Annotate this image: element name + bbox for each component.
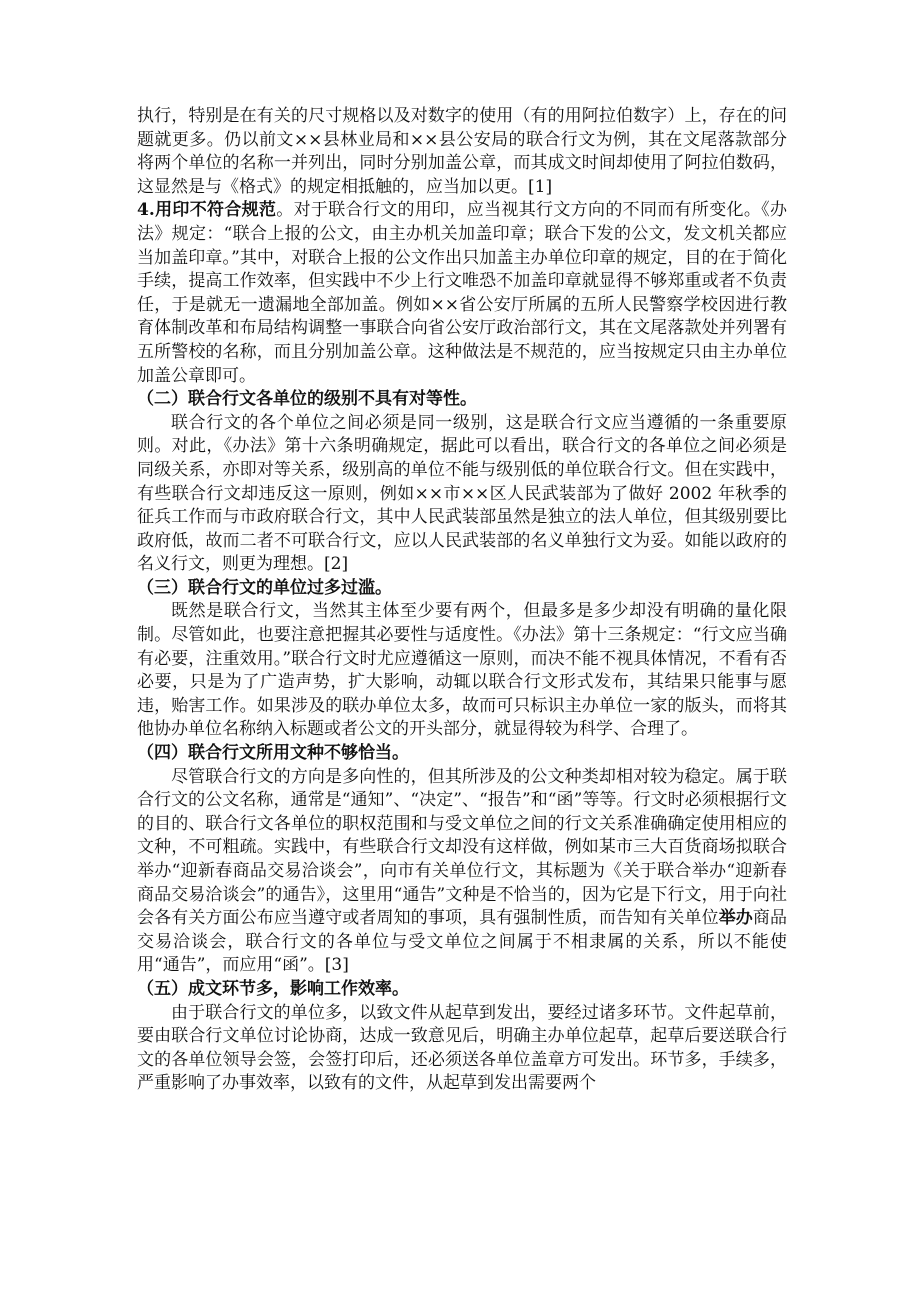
section-heading: 4.用印不符合规范 xyxy=(137,200,277,221)
section-heading: （五）成文环节多，影响工作效率。 xyxy=(137,978,409,999)
paragraph: 执行，特别是在有关的尺寸规格以及对数字的使用（有的用阿拉伯数字）上，存在的问题就更多。仍以前文××县林业局和××县公安局的联合行文为例，其在文尾落款部分将两个单位的名称一并列出，同时分别加盖公章，而其成文时间却使用了阿拉伯数码，这显然是与《格式》的规定相抵触的，应当加以更。[1] xyxy=(137,106,787,197)
section-heading: （二）联合行文各单位的级别不具有对等性。 xyxy=(137,389,477,410)
paragraph xyxy=(137,766,787,978)
paragraph xyxy=(137,199,787,388)
paragraph-text: 商品交易洽谈会，联合行文的各单位与受文单位之间属于不相隶属的关系，所以不能使用“通告”，而应用“函”。[3] xyxy=(137,908,788,976)
section-heading: （四）联合行文所用文种不够恰当。 xyxy=(137,743,409,764)
paragraph-text: 。对于联合行文的用印，应当视其行文方向的不同而有所变化。《办法》规定：“联合上报的公文，由主办机关加盖印章；联合下发的公文，发文机关都应当加盖印章。”其中，对联合上报的公文作出只加盖主办单位印章的规定，目的在于简化手续，提高工作效率，但实践中不少上行文唯恐不加盖印章就显得不够郑重或者不负责任，于是就无一遗漏地全部加盖。例如××省公安厅所属的五所人民警察学校因进行教育体制改革和布局结构调整一事联合向省公安厅政治部行文，其在文尾落款处并列署有五所警校的名称，而且分别加盖公章。这种做法是不规范的，应当按规定只由主办单位加盖公章即可。 xyxy=(137,200,788,386)
paragraph: 由于联合行文的单位多，以致文件从起草到发出，要经过诸多环节。文件起草前，要由联合行文单位讨论协商，达成一致意见后，明确主办单位起草，起草后要送联合行文的各单位领导会签，会签打印后，还必须送各单位盖章方可发出。环节多，手续多，严重影响了办事效率，以致有的文件，从起草到发出需要两个 xyxy=(137,1002,787,1094)
paragraph: 联合行文的各个单位之间必须是同一级别，这是联合行文应当遵循的一条重要原则。对此，《办法》第十六条明确规定，据此可以看出，联合行文的各单位之间必须是同级关系，亦即对等关系，级别高的单位不能与级别低的单位联合行文。但在实践中，有些联合行文却违反这一原则，例如××市××区人民武装部为了做好 2002 年秋季的征兵工作而与市政府联合行文，其中人民武装部虽然是独立的法人单位，但其级别要比政府低，故而二者不可联合行文，应以人民武装部的名义单独行文为妥。如能以政府的名义行文，则更为理想。[2] xyxy=(137,412,787,575)
bold-word: 举办 xyxy=(718,908,753,929)
section-heading: （三）联合行文的单位过多过滥。 xyxy=(137,577,392,598)
paragraph-text: 尽管联合行文的方向是多向性的，但其所涉及的公文种类却相对较为稳定。属于联合行文的公文名称，通常是“通知”、“决定”、“报告”和“函”等等。行文时必须根据行文的目的、联合行文各单位的职权范围和与受文单位之间的行文关系准确确定使用相应的文种，不可粗疏。实践中，有些联合行文却没有这样做，例如某市三大百货商场拟联合举办“迎新春商品交易洽谈会”，向市有关单位行文，其标题为《关于联合举办“迎新春商品交易洽谈会”的通告》，这里用“通告”文种是不恰当的，因为它是下行文，用于向社会各有关方面公布应当遵守或者周知的事项，具有强制性质，而告知有关单位 xyxy=(137,766,787,929)
paragraph: 既然是联合行文，当然其主体至少要有两个，但最多是多少却没有明确的量化限制。尽管如此，也要注意把握其必要性与适度性。《办法》第十三条规定：“行文应当确有必要，注重效用。”联合行文时尤应遵循这一原则，而决不能不视具体情况，不看有否必要，只是为了广造声势，扩大影响，动辄以联合行文形式发布，其结果只能事与愿违，贻害工作。如果涉及的联办单位太多，故而可只标识主办单位一家的版头，而将其他协办单位名称纳入标题或者公文的开头部分，就显得较为科学、合理了。 xyxy=(137,601,787,740)
document-body xyxy=(137,105,787,1096)
